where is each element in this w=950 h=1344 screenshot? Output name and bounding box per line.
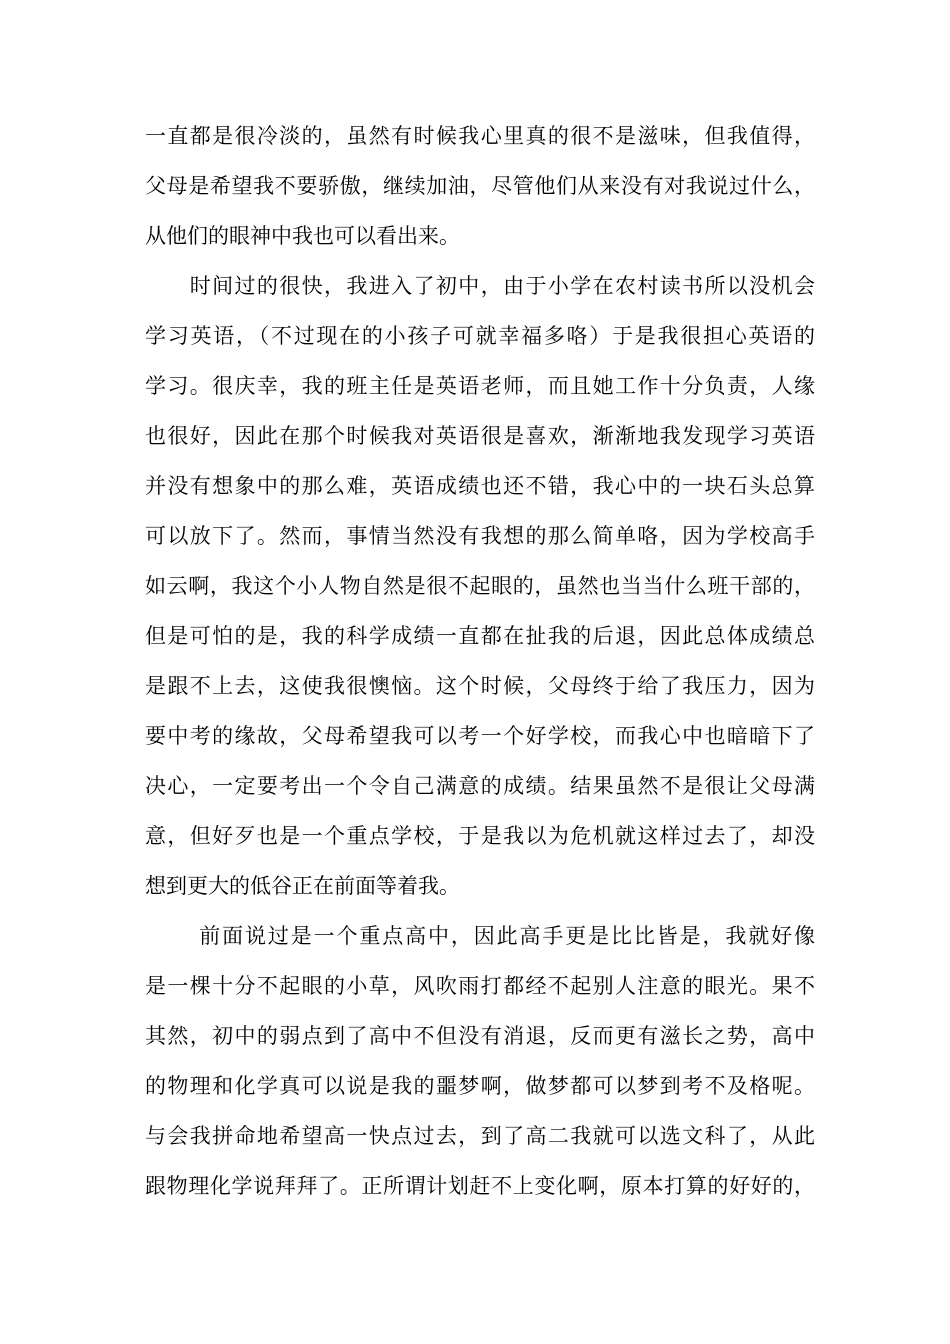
text-line: 从他们的眼神中我也可以看出来。 <box>145 224 460 248</box>
text-line: 要中考的缘故，父母希望我可以考一个好学校，而我心中也暗暗下了 <box>145 724 815 748</box>
text-line: 也很好，因此在那个时候我对英语很是喜欢，渐渐地我发现学习英语 <box>145 424 815 448</box>
text-line: 可以放下了。然而，事情当然没有我想的那么简单咯，因为学校高手 <box>145 524 815 548</box>
text-line: 是跟不上去，这使我很懊恼。这个时候，父母终于给了我压力，因为 <box>145 674 815 698</box>
text-line: 如云啊，我这个小人物自然是很不起眼的，虽然也当当什么班干部的， <box>145 574 815 598</box>
text-line: 学习。很庆幸，我的班主任是英语老师，而且她工作十分负责，人缘 <box>145 374 815 398</box>
text-line: 与会我拼命地希望高一快点过去，到了高二我就可以选文科了，从此 <box>145 1124 815 1148</box>
text-line: 想到更大的低谷正在前面等着我。 <box>145 874 460 898</box>
text-line: 父母是希望我不要骄傲，继续加油，尽管他们从来没有对我说过什么， <box>145 174 815 198</box>
text-line: 其然，初中的弱点到了高中不但没有消退，反而更有滋长之势，高中 <box>145 1024 815 1048</box>
text-line: 是一棵十分不起眼的小草，风吹雨打都经不起别人注意的眼光。果不 <box>145 974 815 998</box>
text-line: 并没有想象中的那么难，英语成绩也还不错，我心中的一块石头总算 <box>145 474 815 498</box>
body-text <box>145 111 815 1211</box>
text-line: 但是可怕的是，我的科学成绩一直都在扯我的后退，因此总体成绩总 <box>145 624 815 648</box>
text-line: 前面说过是一个重点高中，因此高手更是比比皆是，我就好像 <box>145 924 815 948</box>
text-line: 意，但好歹也是一个重点学校，于是我以为危机就这样过去了，却没 <box>145 824 815 848</box>
text-line: 时间过的很快，我进入了初中，由于小学在农村读书所以没机会 <box>145 274 815 298</box>
text-line: 学习英语，（不过现在的小孩子可就幸福多咯）于是我很担心英语的 <box>145 324 815 348</box>
text-line: 的物理和化学真可以说是我的噩梦啊，做梦都可以梦到考不及格呢。 <box>145 1074 815 1098</box>
text-line: 决心，一定要考出一个令自己满意的成绩。结果虽然不是很让父母满 <box>145 774 815 798</box>
text-line: 跟物理化学说拜拜了。正所谓计划赶不上变化啊，原本打算的好好的， <box>145 1174 815 1198</box>
text-line: 一直都是很冷淡的，虽然有时候我心里真的很不是滋味，但我值得， <box>145 124 815 148</box>
